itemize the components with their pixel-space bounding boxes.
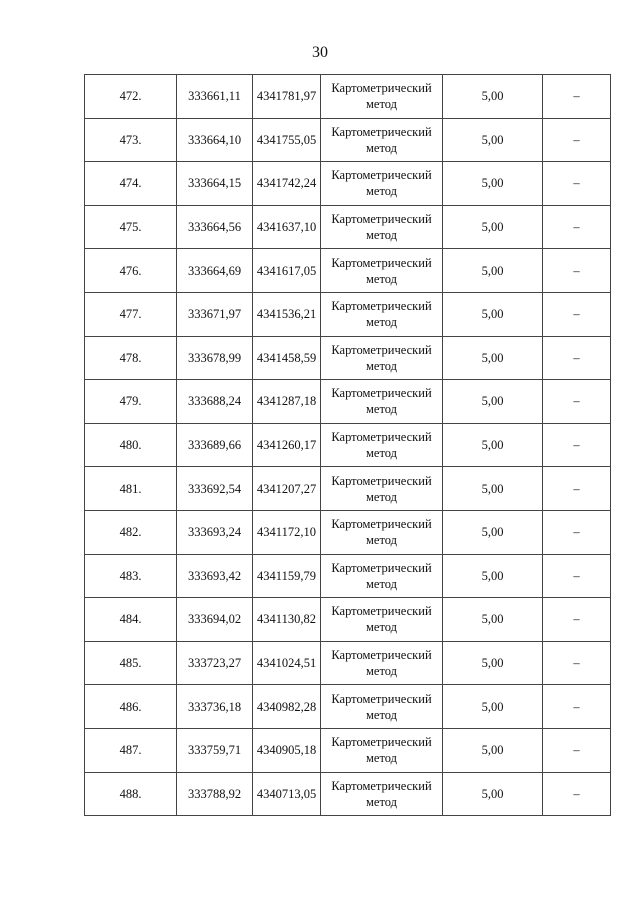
y-coordinate-cell: 4341617,05 [253,249,321,293]
accuracy-cell: 5,00 [443,510,543,554]
x-coordinate-cell: 333736,18 [177,685,253,729]
point-number-cell: 480. [85,423,177,467]
description-cell: – [543,162,611,206]
y-coordinate-cell: 4341742,24 [253,162,321,206]
method-cell: Картометрический метод [321,292,443,336]
table-row [85,205,611,249]
description-cell: – [543,249,611,293]
table-row [85,772,611,816]
method-cell: Картометрический метод [321,423,443,467]
accuracy-cell: 5,00 [443,467,543,511]
table-row [85,380,611,424]
point-number-cell: 479. [85,380,177,424]
point-number-cell: 478. [85,336,177,380]
method-cell: Картометрический метод [321,380,443,424]
x-coordinate-cell: 333723,27 [177,641,253,685]
y-coordinate-cell: 4340713,05 [253,772,321,816]
y-coordinate-cell: 4341755,05 [253,118,321,162]
x-coordinate-cell: 333664,10 [177,118,253,162]
table-row [85,598,611,642]
y-coordinate-cell: 4340905,18 [253,728,321,772]
method-cell: Картометрический метод [321,685,443,729]
accuracy-cell: 5,00 [443,162,543,206]
description-cell: – [543,380,611,424]
x-coordinate-cell: 333678,99 [177,336,253,380]
method-cell: Картометрический метод [321,641,443,685]
accuracy-cell: 5,00 [443,685,543,729]
description-cell: – [543,598,611,642]
table-row [85,118,611,162]
y-coordinate-cell: 4341130,82 [253,598,321,642]
accuracy-cell: 5,00 [443,641,543,685]
method-cell: Картометрический метод [321,118,443,162]
x-coordinate-cell: 333664,56 [177,205,253,249]
accuracy-cell: 5,00 [443,598,543,642]
x-coordinate-cell: 333661,11 [177,75,253,119]
coordinates-table [84,74,611,816]
point-number-cell: 484. [85,598,177,642]
point-number-cell: 482. [85,510,177,554]
point-number-cell: 486. [85,685,177,729]
description-cell: – [543,554,611,598]
x-coordinate-cell: 333693,24 [177,510,253,554]
table-row [85,336,611,380]
method-cell: Картометрический метод [321,772,443,816]
x-coordinate-cell: 333664,15 [177,162,253,206]
coordinates-table-body [85,75,611,816]
point-number-cell: 475. [85,205,177,249]
point-number-cell: 487. [85,728,177,772]
x-coordinate-cell: 333671,97 [177,292,253,336]
point-number-cell: 477. [85,292,177,336]
accuracy-cell: 5,00 [443,75,543,119]
description-cell: – [543,510,611,554]
x-coordinate-cell: 333688,24 [177,380,253,424]
y-coordinate-cell: 4341207,27 [253,467,321,511]
description-cell: – [543,772,611,816]
accuracy-cell: 5,00 [443,554,543,598]
method-cell: Картометрический метод [321,75,443,119]
description-cell: – [543,336,611,380]
description-cell: – [543,728,611,772]
accuracy-cell: 5,00 [443,336,543,380]
table-row [85,467,611,511]
y-coordinate-cell: 4341637,10 [253,205,321,249]
y-coordinate-cell: 4341287,18 [253,380,321,424]
description-cell: – [543,685,611,729]
y-coordinate-cell: 4340982,28 [253,685,321,729]
x-coordinate-cell: 333788,92 [177,772,253,816]
point-number-cell: 473. [85,118,177,162]
x-coordinate-cell: 333664,69 [177,249,253,293]
method-cell: Картометрический метод [321,554,443,598]
x-coordinate-cell: 333759,71 [177,728,253,772]
point-number-cell: 474. [85,162,177,206]
accuracy-cell: 5,00 [443,205,543,249]
page-number: 30 [312,44,328,61]
accuracy-cell: 5,00 [443,728,543,772]
table-row [85,728,611,772]
accuracy-cell: 5,00 [443,772,543,816]
description-cell: – [543,423,611,467]
description-cell: – [543,75,611,119]
accuracy-cell: 5,00 [443,249,543,293]
table-row [85,292,611,336]
point-number-cell: 483. [85,554,177,598]
table-row [85,641,611,685]
description-cell: – [543,118,611,162]
method-cell: Картометрический метод [321,162,443,206]
description-cell: – [543,205,611,249]
table-row [85,554,611,598]
accuracy-cell: 5,00 [443,118,543,162]
x-coordinate-cell: 333692,54 [177,467,253,511]
method-cell: Картометрический метод [321,336,443,380]
y-coordinate-cell: 4341159,79 [253,554,321,598]
y-coordinate-cell: 4341260,17 [253,423,321,467]
table-row [85,510,611,554]
y-coordinate-cell: 4341172,10 [253,510,321,554]
y-coordinate-cell: 4341781,97 [253,75,321,119]
point-number-cell: 476. [85,249,177,293]
x-coordinate-cell: 333689,66 [177,423,253,467]
table-row [85,685,611,729]
point-number-cell: 485. [85,641,177,685]
accuracy-cell: 5,00 [443,380,543,424]
table-row [85,75,611,119]
table-row [85,249,611,293]
method-cell: Картометрический метод [321,249,443,293]
x-coordinate-cell: 333693,42 [177,554,253,598]
y-coordinate-cell: 4341024,51 [253,641,321,685]
description-cell: – [543,292,611,336]
accuracy-cell: 5,00 [443,423,543,467]
method-cell: Картометрический метод [321,510,443,554]
point-number-cell: 472. [85,75,177,119]
table-row [85,423,611,467]
y-coordinate-cell: 4341536,21 [253,292,321,336]
accuracy-cell: 5,00 [443,292,543,336]
y-coordinate-cell: 4341458,59 [253,336,321,380]
point-number-cell: 481. [85,467,177,511]
method-cell: Картометрический метод [321,598,443,642]
description-cell: – [543,467,611,511]
table-row [85,162,611,206]
method-cell: Картометрический метод [321,205,443,249]
method-cell: Картометрический метод [321,728,443,772]
x-coordinate-cell: 333694,02 [177,598,253,642]
point-number-cell: 488. [85,772,177,816]
description-cell: – [543,641,611,685]
method-cell: Картометрический метод [321,467,443,511]
